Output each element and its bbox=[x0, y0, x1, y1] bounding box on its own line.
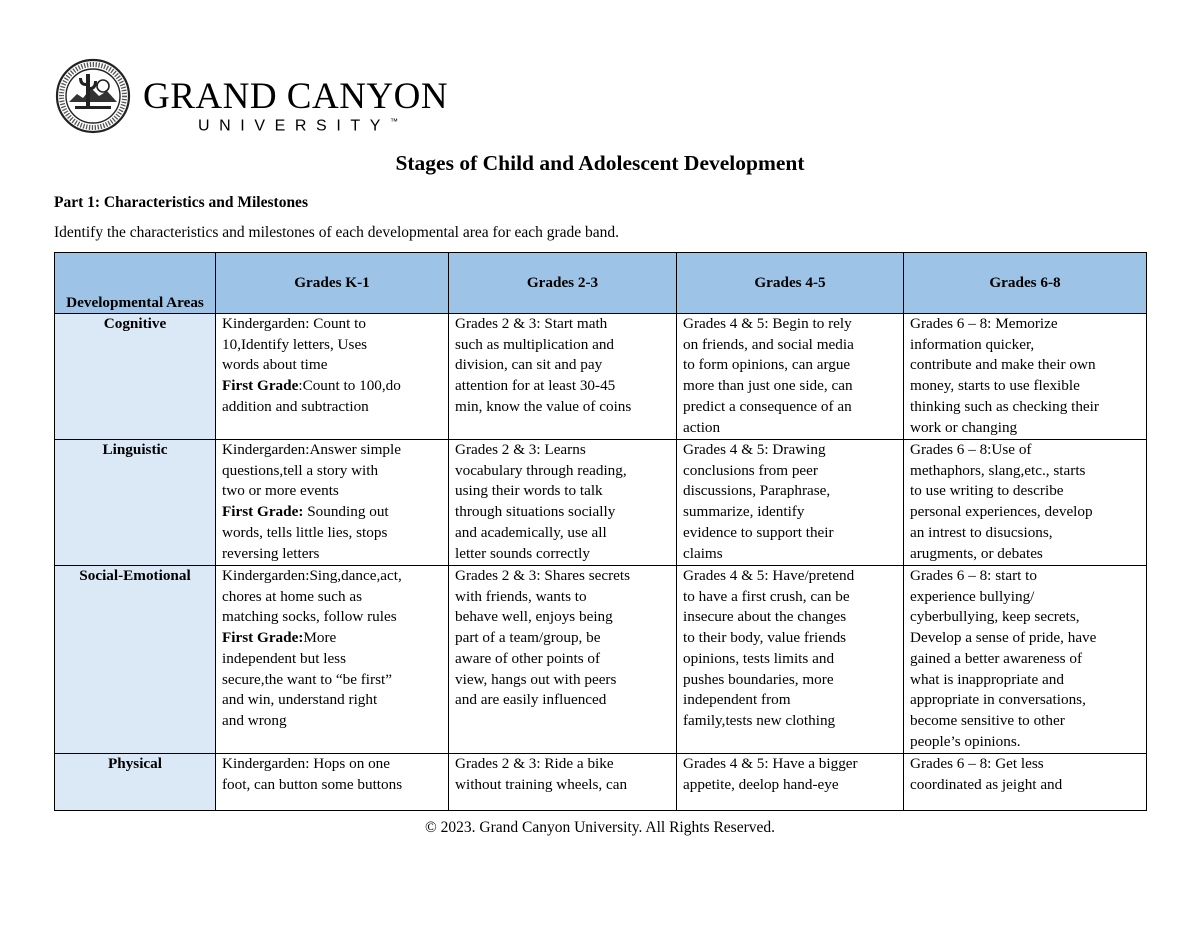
cell-text-line: such as multiplication and bbox=[455, 335, 615, 353]
cell-text-line: Grades 4 & 5: Have a bigger bbox=[683, 755, 858, 772]
instructions-text: Identify the characteristics and milestones of each developmental area for each grade band. bbox=[54, 224, 620, 241]
cell-text-line: Grades 2 & 3: Learns bbox=[455, 441, 586, 458]
cell-text-line: Grades 2 & 3: Shares secrets bbox=[455, 567, 631, 584]
cell-text-line: Kindergarden:Answer simple bbox=[222, 441, 401, 458]
g68-cell bbox=[904, 754, 1147, 811]
area-cell: Cognitive bbox=[55, 314, 216, 440]
cell-text-line: what is inappropriate and bbox=[910, 670, 1064, 688]
table-row bbox=[55, 754, 1147, 811]
cell-text-line: Grades 4 & 5: Drawing bbox=[683, 441, 826, 458]
cell-text-line: contribute and make their own bbox=[910, 356, 1096, 374]
first-grade-text: More bbox=[303, 629, 337, 647]
cell-text-line: and academically, use all bbox=[455, 523, 607, 541]
g23-cell bbox=[449, 440, 677, 566]
cell-text-line: to their body, value friends bbox=[683, 629, 847, 647]
g45-cell bbox=[677, 314, 904, 440]
cell-text-line: an intrest to disucsions, bbox=[910, 523, 1053, 541]
table-header-row bbox=[55, 253, 1147, 314]
cell-text-line: thinking such as checking their bbox=[910, 397, 1099, 415]
cell-text-line: chores at home such as bbox=[222, 587, 363, 605]
cell-text-line: more than just one side, can bbox=[683, 377, 853, 395]
cell-text-line: foot, can button some buttons bbox=[222, 775, 403, 793]
k1-cell bbox=[216, 314, 449, 440]
cell-text-line: arugments, or debates bbox=[910, 544, 1043, 562]
cell-text-line: Grades 6 – 8: start to bbox=[910, 567, 1037, 584]
cell-text-line: insecure about the changes bbox=[683, 608, 847, 626]
cell-text-line: attention for at least 30-45 bbox=[455, 377, 616, 395]
first-grade-line bbox=[222, 628, 442, 649]
cell-text-line: secure,the want to “be first” bbox=[222, 670, 392, 688]
header-grades-6-8: Grades 6-8 bbox=[904, 253, 1147, 314]
header-grades-4-5: Grades 4-5 bbox=[677, 253, 904, 314]
university-seal-icon bbox=[55, 58, 131, 134]
cell-text-line: reversing letters bbox=[222, 544, 320, 562]
cell-text-line: two or more events bbox=[222, 482, 339, 500]
cell-text-line: Grades 6 – 8:Use of bbox=[910, 441, 1032, 458]
table-row bbox=[55, 314, 1147, 440]
cell-text-line: family,tests new clothing bbox=[683, 711, 836, 729]
header-grades-k1: Grades K-1 bbox=[216, 253, 449, 314]
cell-text-line: Kindergarden:Sing,dance,act, bbox=[222, 567, 402, 584]
cell-text-line: division, can sit and pay bbox=[455, 356, 603, 374]
first-grade-text: :Count to 100,do bbox=[298, 377, 401, 395]
cell-text-line: Grades 4 & 5: Begin to rely bbox=[683, 315, 852, 332]
cell-text-line: personal experiences, develop bbox=[910, 503, 1093, 521]
cell-text-line: appropriate in conversations, bbox=[910, 691, 1086, 709]
cell-text-line: to form opinions, can argue bbox=[683, 356, 851, 374]
cell-text-line: without training wheels, can bbox=[455, 775, 628, 793]
cell-text-line: addition and subtraction bbox=[222, 397, 369, 415]
cell-text-line: independent from bbox=[683, 691, 791, 709]
g45-cell bbox=[677, 566, 904, 754]
table-row bbox=[55, 566, 1147, 754]
cell-text-line: summarize, identify bbox=[683, 503, 805, 521]
k1-cell bbox=[216, 440, 449, 566]
cell-text-line: vocabulary through reading, bbox=[455, 461, 627, 479]
g23-cell bbox=[449, 566, 677, 754]
g45-cell bbox=[677, 440, 904, 566]
cell-text-line: Kindergarden: Hops on one bbox=[222, 755, 391, 772]
part-heading: Part 1: Characteristics and Milestones bbox=[54, 194, 308, 211]
table-row bbox=[55, 440, 1147, 566]
cell-text-line: to have a first crush, can be bbox=[683, 587, 850, 605]
cell-text-line: and win, understand right bbox=[222, 691, 378, 709]
cell-text-line: action bbox=[683, 418, 721, 436]
cell-text-line: become sensitive to other bbox=[910, 711, 1065, 729]
cell-text-line: people’s opinions. bbox=[910, 732, 1021, 750]
cell-text-line: money, starts to use flexible bbox=[910, 377, 1080, 395]
cell-text-line: experience bullying/ bbox=[910, 587, 1035, 605]
cell-text-line: part of a team/group, be bbox=[455, 629, 601, 647]
cell-text-line: information quicker, bbox=[910, 335, 1035, 353]
cell-text-line: through situations socially bbox=[455, 503, 616, 521]
first-grade-label: First Grade: bbox=[222, 629, 304, 647]
cell-text-line: using their words to talk bbox=[455, 482, 603, 500]
g68-cell bbox=[904, 314, 1147, 440]
cell-text-line: appetite, deelop hand-eye bbox=[683, 775, 839, 793]
cell-text-line: on friends, and social media bbox=[683, 335, 854, 353]
cell-text-line: evidence to support their bbox=[683, 523, 834, 541]
cell-text-line: questions,tell a story with bbox=[222, 461, 379, 479]
g45-cell bbox=[677, 754, 904, 811]
cell-text-line: work or changing bbox=[910, 418, 1018, 436]
cell-text-line: words, tells little lies, stops bbox=[222, 523, 388, 541]
cell-text-line: conclusions from peer bbox=[683, 461, 818, 479]
cell-text-line: opinions, tests limits and bbox=[683, 649, 835, 667]
cell-text-line: Grades 6 – 8: Memorize bbox=[910, 315, 1058, 332]
first-grade-label: First Grade bbox=[222, 377, 299, 395]
document-title: Stages of Child and Adolescent Development bbox=[395, 151, 805, 175]
cell-text-line: discussions, Paraphrase, bbox=[683, 482, 831, 500]
cell-text-line: Grades 2 & 3: Start math bbox=[455, 315, 608, 332]
k1-cell bbox=[216, 566, 449, 754]
g23-cell bbox=[449, 754, 677, 811]
university-logo bbox=[55, 58, 449, 138]
g23-cell bbox=[449, 314, 677, 440]
cell-text-line: behave well, enjoys being bbox=[455, 608, 613, 626]
g68-cell bbox=[904, 566, 1147, 754]
cell-text-line: cyberbullying, keep secrets, bbox=[910, 608, 1080, 626]
cell-text-line: claims bbox=[683, 544, 723, 562]
copyright-footer: © 2023. Grand Canyon University. All Rights Reserved. bbox=[424, 819, 775, 836]
g68-cell bbox=[904, 440, 1147, 566]
k1-cell bbox=[216, 754, 449, 811]
first-grade-line bbox=[222, 502, 442, 523]
cell-text-line: Develop a sense of pride, have bbox=[910, 629, 1097, 647]
cell-text-line: and wrong bbox=[222, 711, 287, 729]
first-grade-line bbox=[222, 376, 442, 397]
cell-text-line: Grades 6 – 8: Get less bbox=[910, 755, 1044, 772]
university-name: GRAND CANYON bbox=[143, 76, 449, 117]
cell-text-line: predict a consequence of an bbox=[683, 397, 852, 415]
cell-text-line: independent but less bbox=[222, 649, 347, 667]
cell-text-line: aware of other points of bbox=[455, 649, 601, 667]
first-grade-label: First Grade: bbox=[222, 503, 304, 521]
development-table bbox=[54, 252, 1147, 811]
cell-text-line: min, know the value of coins bbox=[455, 397, 632, 415]
area-cell: Physical bbox=[55, 754, 216, 811]
cell-text-line: and are easily influenced bbox=[455, 691, 607, 709]
cell-text-line: Grades 2 & 3: Ride a bike bbox=[455, 755, 614, 772]
cell-text-line: coordinated as jeight and bbox=[910, 775, 1063, 793]
cell-text-line: 10,Identify letters, Uses bbox=[222, 335, 368, 353]
cell-text-line: Grades 4 & 5: Have/pretend bbox=[683, 567, 855, 584]
cell-text-line: with friends, wants to bbox=[455, 587, 587, 605]
cell-text-line: letter sounds correctly bbox=[455, 544, 590, 562]
cell-text-line: methaphors, slang,etc., starts bbox=[910, 461, 1086, 479]
area-cell: Linguistic bbox=[55, 440, 216, 566]
cell-text-line: pushes boundaries, more bbox=[683, 670, 834, 688]
university-subname: UNIVERSITY™ bbox=[198, 117, 399, 135]
cell-text-line: gained a better awareness of bbox=[910, 649, 1083, 667]
cell-text-line: words about time bbox=[222, 356, 328, 374]
header-developmental-areas: Developmental Areas bbox=[55, 253, 216, 314]
area-cell: Social-Emotional bbox=[55, 566, 216, 754]
cell-text-line: Kindergarden: Count to bbox=[222, 315, 366, 332]
cell-text-line: matching socks, follow rules bbox=[222, 608, 397, 626]
header-grades-2-3: Grades 2-3 bbox=[449, 253, 677, 314]
first-grade-text: Sounding out bbox=[303, 503, 389, 521]
cell-text-line: view, hangs out with peers bbox=[455, 670, 617, 688]
cell-text-line: to use writing to describe bbox=[910, 482, 1064, 500]
